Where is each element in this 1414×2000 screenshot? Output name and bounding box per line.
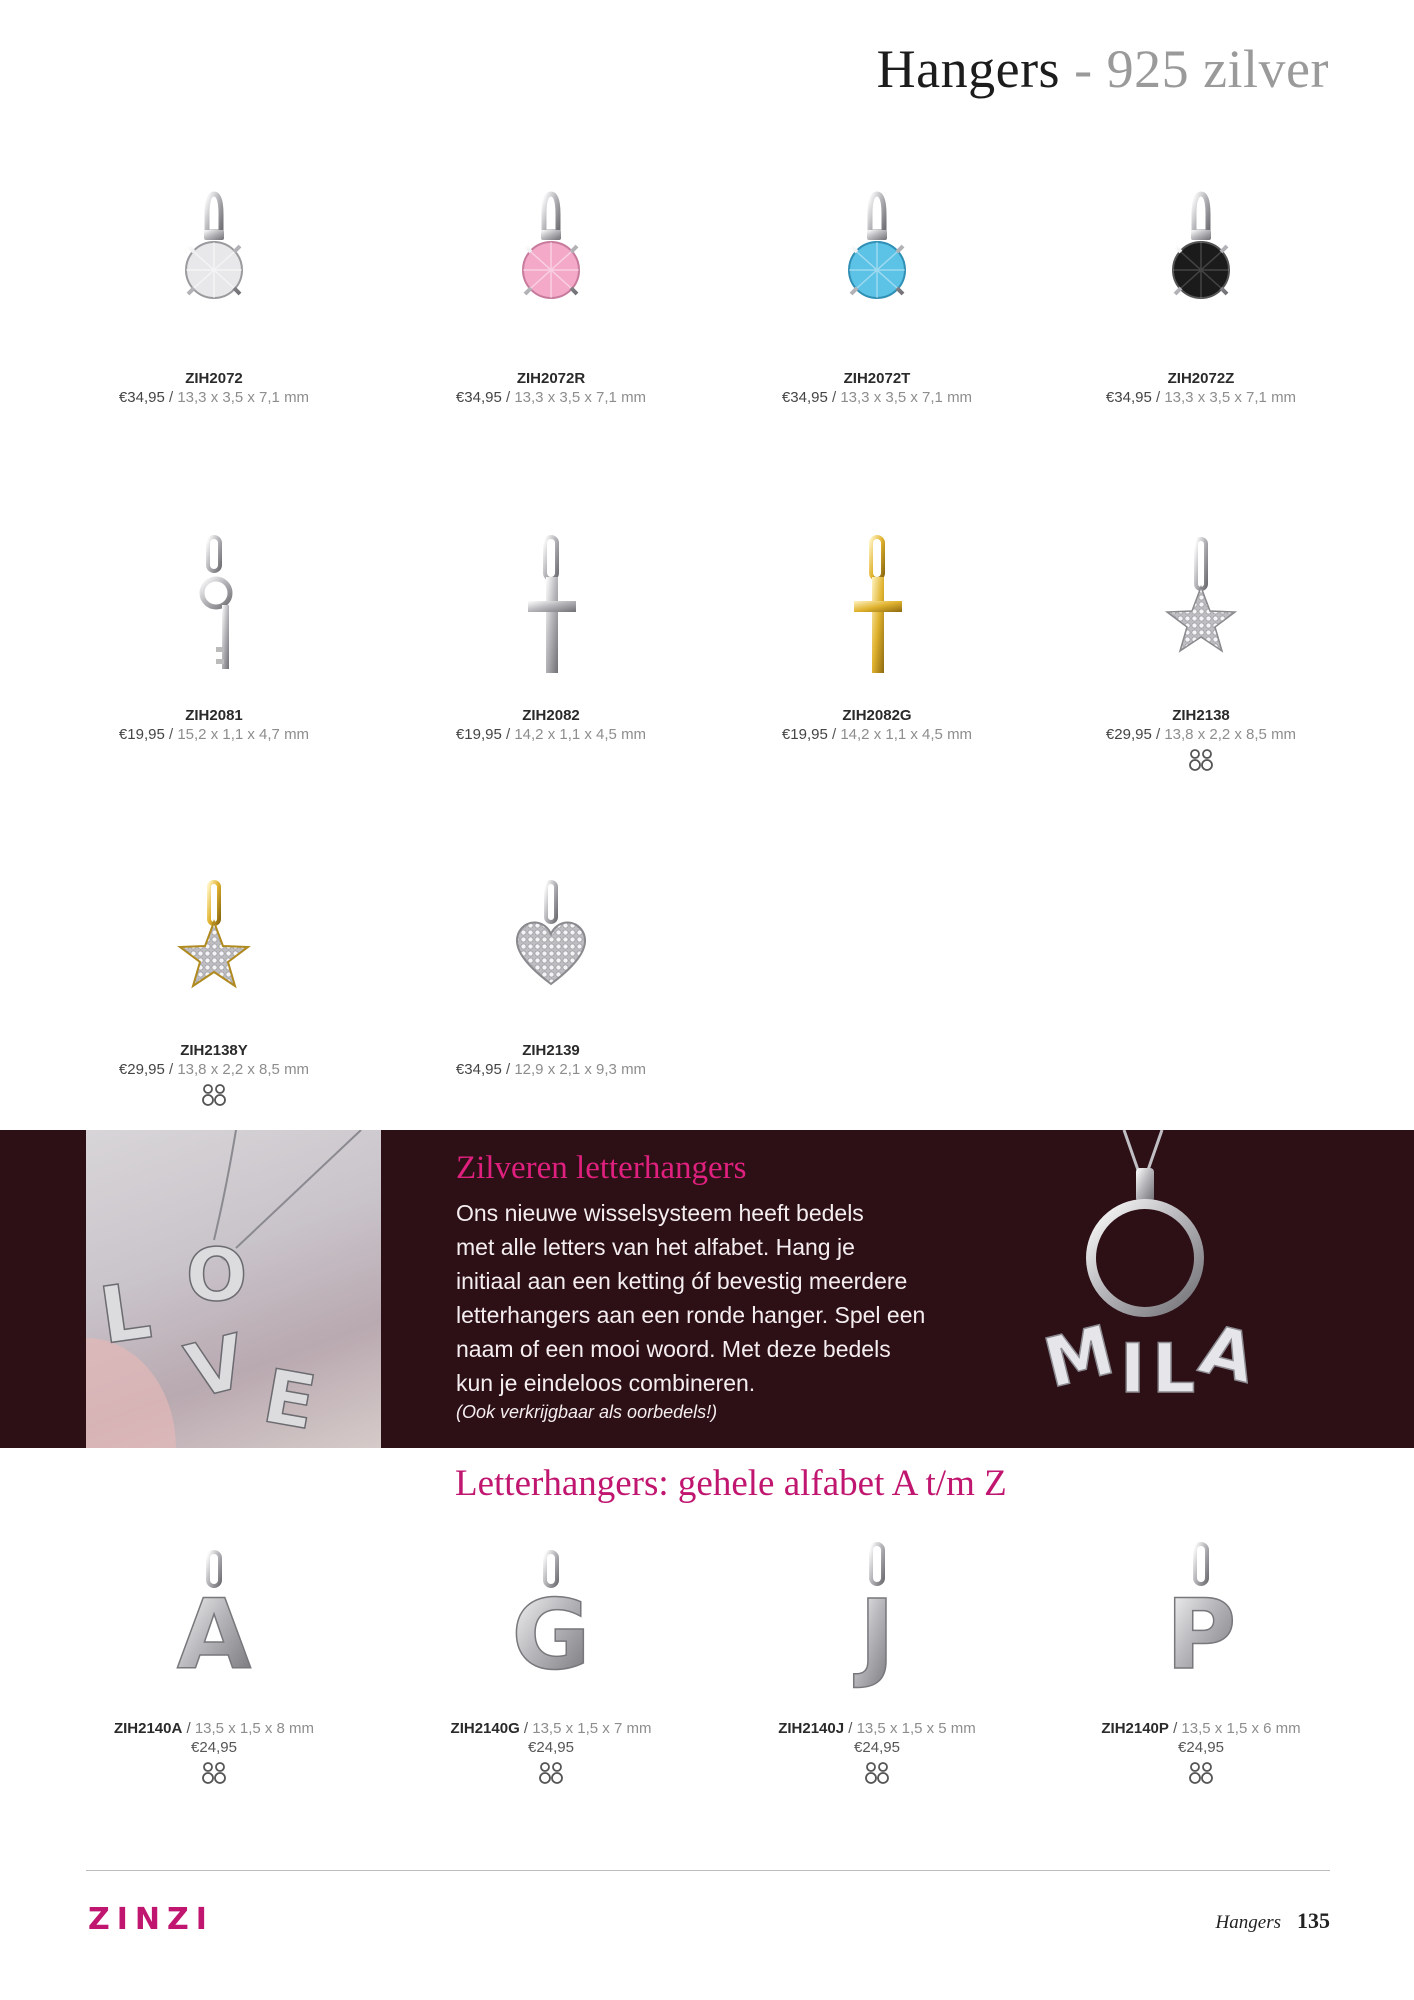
banner-line: met alle letters van het alfabet. Hang je: [456, 1234, 855, 1260]
key-pendant-image: [64, 517, 364, 707]
product-card[interactable]: [401, 852, 701, 1078]
pendant-letter: A: [176, 1579, 252, 1691]
product-dimensions: 13,3 x 3,5 x 7,1 mm: [840, 389, 973, 406]
mila-letter: L: [1152, 1330, 1196, 1409]
product-dimensions: 13,5 x 1,5 x 5 mm: [856, 1720, 976, 1737]
product-dimensions: 13,3 x 3,5 x 7,1 mm: [177, 389, 310, 406]
product-price: €34,95: [1105, 389, 1152, 406]
product-info: [401, 1061, 701, 1078]
separator: /: [1151, 726, 1165, 743]
product-info: [64, 1061, 364, 1078]
separator: /: [164, 389, 178, 406]
mila-letter: I: [1120, 1330, 1146, 1409]
product-card[interactable]: [1051, 180, 1351, 406]
title-separator: -: [1060, 39, 1107, 99]
product-code: ZIH2138Y: [180, 1042, 248, 1059]
product-price: €34,95: [455, 1061, 502, 1078]
separator: /: [1168, 1720, 1182, 1737]
product-code: ZIH2140P: [1101, 1720, 1169, 1737]
product-card[interactable]: [64, 852, 364, 1113]
separator: /: [519, 1720, 533, 1737]
separator: /: [1151, 389, 1165, 406]
product-card[interactable]: [64, 180, 364, 406]
product-info: [1051, 1720, 1351, 1737]
product-info: [1051, 726, 1351, 743]
product-price: €29,95: [1105, 726, 1152, 743]
brand-logo: ZINZI: [88, 1902, 214, 1937]
product-info: [64, 1720, 364, 1737]
separator: /: [182, 1720, 195, 1737]
separator: /: [501, 726, 515, 743]
banner-heading: Zilveren letterhangers: [456, 1150, 747, 1186]
product-price: €24,95: [1178, 1739, 1224, 1756]
product-code: ZIH2082G: [842, 707, 912, 724]
product-price: €29,95: [118, 1061, 165, 1078]
product-dimensions: 13,3 x 3,5 x 7,1 mm: [514, 389, 647, 406]
photo-letter: E: [257, 1353, 322, 1447]
letter-pendant-image: [64, 1528, 364, 1718]
product-price: €19,95: [455, 726, 502, 743]
product-code: ZIH2139: [522, 1042, 580, 1059]
letter-product-card[interactable]: [727, 1528, 1027, 1791]
product-card[interactable]: [64, 517, 364, 743]
pendant-letter: G: [511, 1579, 591, 1691]
product-info: [401, 389, 701, 406]
product-info: [1051, 389, 1351, 406]
cross-pendant-image: [401, 517, 701, 707]
letter-product-card[interactable]: [1051, 1528, 1351, 1791]
product-price: €19,95: [118, 726, 165, 743]
earring-available-icon: [1186, 747, 1216, 778]
earring-available-icon: [199, 1760, 229, 1791]
product-card[interactable]: [401, 517, 701, 743]
product-code: ZIH2072T: [843, 370, 911, 387]
pendant-letter: P: [1165, 1579, 1237, 1691]
product-card[interactable]: [727, 180, 1027, 406]
product-price: €34,95: [781, 389, 828, 406]
separator: /: [501, 1061, 515, 1078]
separator: /: [164, 1061, 178, 1078]
product-code: ZIH2140A: [113, 1720, 183, 1737]
love-necklace-photo: [86, 1130, 381, 1448]
product-price: €24,95: [854, 1739, 900, 1756]
product-code: ZIH2138: [1172, 707, 1230, 724]
earring-available-icon: [536, 1760, 566, 1791]
photo-letter: O: [186, 1233, 248, 1317]
banner-line: initiaal aan een ketting óf bevestig meerdere: [456, 1268, 908, 1294]
footer-divider: [86, 1870, 1330, 1871]
product-card[interactable]: [727, 517, 1027, 743]
photo-letter: V: [178, 1318, 255, 1416]
banner-line: naam of een mooi woord. Met deze bedels: [456, 1336, 891, 1362]
product-dimensions: 13,8 x 2,2 x 8,5 mm: [177, 1061, 310, 1078]
title-main: Hangers: [876, 39, 1061, 99]
page-footer: [1216, 1908, 1330, 1934]
separator: /: [844, 1720, 857, 1737]
letters-section-title: Letterhangers: gehele alfabet A t/m Z: [455, 1463, 1007, 1504]
product-code: ZIH2082: [522, 707, 580, 724]
earring-available-icon: [199, 1082, 229, 1113]
page-title: [877, 38, 1329, 100]
heart-pendant-image: [401, 852, 701, 1042]
product-dimensions: 15,2 x 1,1 x 4,7 mm: [177, 726, 310, 743]
product-price: €24,95: [528, 1739, 574, 1756]
title-sub: 925 zilver: [1106, 39, 1329, 99]
separator: /: [501, 389, 515, 406]
product-dimensions: 13,5 x 1,5 x 8 mm: [194, 1720, 315, 1737]
footer-section: Hangers: [1215, 1912, 1281, 1933]
banner-line: kun je eindeloos combineren.: [456, 1370, 756, 1396]
star-pendant-image: [64, 852, 364, 1042]
pendant-image: [64, 180, 364, 370]
letter-product-card[interactable]: [401, 1528, 701, 1791]
banner-note: (Ook verkrijgbaar als oorbedels!): [456, 1402, 718, 1422]
product-dimensions: 14,2 x 1,1 x 4,5 mm: [840, 726, 973, 743]
pendant-letter: J: [859, 1579, 895, 1691]
product-card[interactable]: [401, 180, 701, 406]
cross-pendant-image: [727, 517, 1027, 707]
earring-available-icon: [1186, 1760, 1216, 1791]
pendant-image: [401, 180, 701, 370]
product-price: €24,95: [191, 1739, 237, 1756]
mila-pendant-image: [1040, 1130, 1270, 1448]
product-dimensions: 13,3 x 3,5 x 7,1 mm: [1164, 389, 1297, 406]
product-code: ZIH2072Z: [1167, 370, 1235, 387]
product-info: [727, 726, 1027, 743]
banner-line: letterhangers aan een ronde hanger. Spel een: [456, 1302, 926, 1328]
mila-letter: M: [1040, 1311, 1122, 1405]
product-info: [64, 389, 364, 406]
mila-letter: A: [1192, 1310, 1263, 1400]
product-dimensions: 13,5 x 1,5 x 6 mm: [1181, 1720, 1301, 1737]
letter-pendant-image: [401, 1528, 701, 1718]
product-dimensions: 13,8 x 2,2 x 8,5 mm: [1164, 726, 1297, 743]
product-dimensions: 13,5 x 1,5 x 7 mm: [532, 1720, 652, 1737]
letter-pendant-image: [1051, 1528, 1351, 1718]
product-dimensions: 12,9 x 2,1 x 9,3 mm: [514, 1061, 647, 1078]
product-card[interactable]: [1051, 517, 1351, 778]
product-info: [401, 1720, 701, 1737]
product-code: ZIH2140G: [450, 1720, 520, 1737]
banner-line: Ons nieuwe wisselsysteem heeft bedels: [456, 1200, 864, 1226]
page-number: 135: [1297, 1908, 1330, 1933]
product-info: [727, 389, 1027, 406]
product-code: ZIH2072R: [516, 370, 586, 387]
letterhangers-banner: [0, 1130, 1414, 1448]
product-info: [727, 1720, 1027, 1737]
letter-product-card[interactable]: [64, 1528, 364, 1791]
earring-available-icon: [862, 1760, 892, 1791]
star-pendant-image: [1051, 517, 1351, 707]
product-price: €34,95: [118, 389, 165, 406]
product-code: ZIH2072: [185, 370, 243, 387]
separator: /: [827, 389, 841, 406]
banner-text: [456, 1196, 976, 1400]
pendant-image: [1051, 180, 1351, 370]
pendant-image: [727, 180, 1027, 370]
separator: /: [827, 726, 841, 743]
photo-letter: L: [94, 1266, 157, 1363]
product-info: [401, 726, 701, 743]
product-price: €19,95: [781, 726, 828, 743]
letter-pendant-image: [727, 1528, 1027, 1718]
product-code: ZIH2081: [185, 707, 243, 724]
product-info: [64, 726, 364, 743]
separator: /: [164, 726, 178, 743]
product-dimensions: 14,2 x 1,1 x 4,5 mm: [514, 726, 647, 743]
product-code: ZIH2140J: [778, 1720, 845, 1737]
product-price: €34,95: [455, 389, 502, 406]
